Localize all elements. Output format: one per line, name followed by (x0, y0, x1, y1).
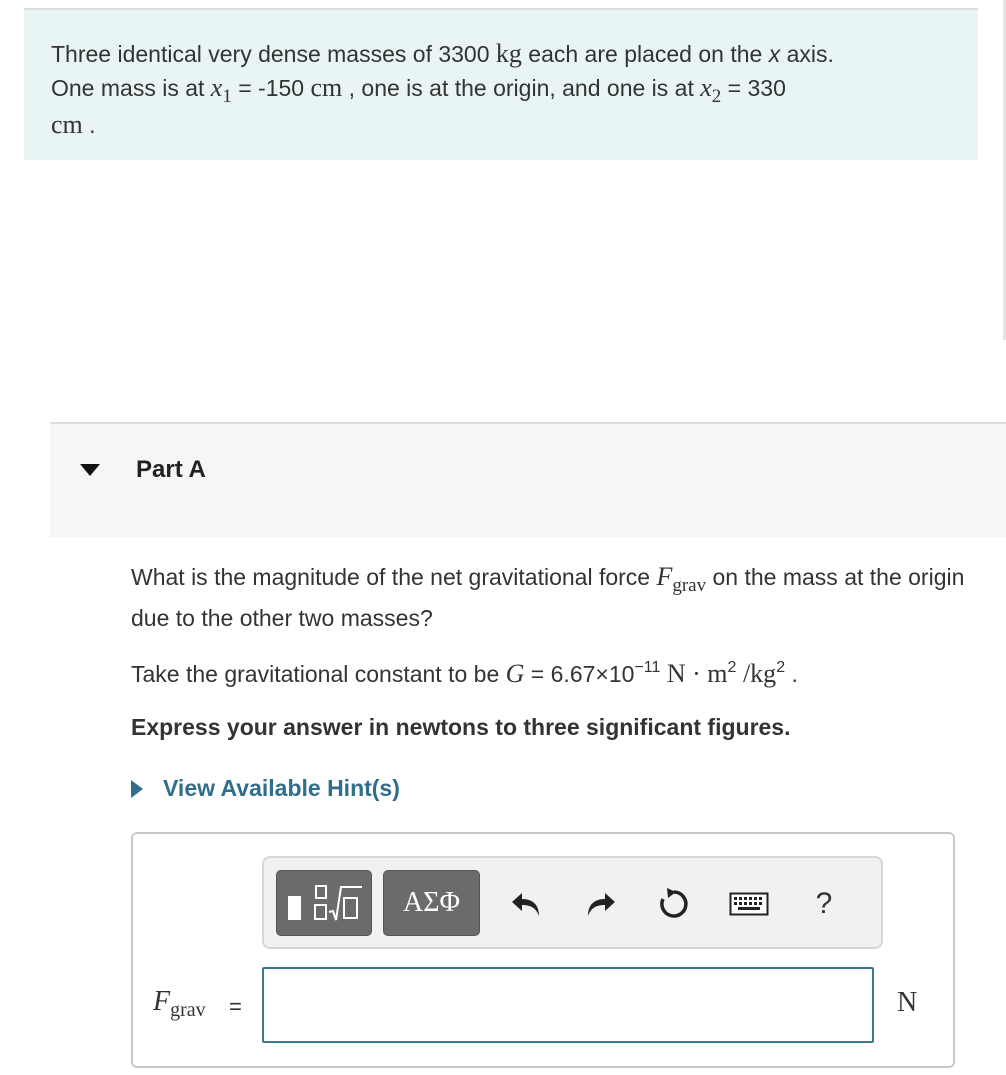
expand-triangle-icon[interactable] (131, 780, 143, 798)
redo-icon (584, 889, 618, 919)
question-text-part: What is the magnitude of the net gravitational force (131, 564, 657, 590)
problem-statement (24, 10, 978, 160)
collapse-triangle-icon[interactable] (80, 464, 100, 476)
unit-kg: /kg (736, 659, 777, 688)
keyboard-icon (729, 891, 769, 917)
unit-kg: kg (495, 39, 522, 68)
answer-instruction: Express your answer in newtons to three significant figures. (131, 714, 791, 740)
unit-exponent: 2 (727, 659, 737, 676)
force-subscript: grav (672, 575, 707, 596)
help-button[interactable] (802, 882, 846, 926)
x2-subscript: 2 (711, 86, 722, 107)
x2-variable: x (700, 73, 712, 102)
problem-text-part: . (82, 112, 96, 138)
unit-cm: cm (310, 73, 343, 102)
g-value: = 6.67×10 (524, 661, 635, 687)
axis-variable: x (768, 41, 781, 67)
g-variable: G (505, 659, 525, 688)
reset-icon (657, 887, 691, 921)
undo-button[interactable] (504, 882, 548, 926)
reset-button[interactable] (652, 882, 696, 926)
redo-button[interactable] (579, 882, 623, 926)
view-hints-link[interactable]: View Available Hint(s) (163, 775, 400, 801)
help-label: ? (815, 887, 833, 920)
problem-text (51, 37, 951, 142)
part-title: Part A (136, 456, 206, 483)
equals-sign: = (229, 994, 242, 1019)
question-text-part: on the mass at the origin due to the other two masses? (131, 564, 965, 631)
constant-text-part: Take the gravitational constant to be (131, 661, 506, 687)
templates-icon (282, 878, 366, 928)
problem-text-part: axis. (780, 41, 834, 67)
answer-input[interactable] (262, 967, 874, 1043)
problem-text-part: Three identical very dense masses of 3300 (51, 41, 496, 67)
part-a-header[interactable] (50, 422, 1006, 537)
constant-text-part: . (785, 661, 798, 687)
undo-icon (509, 889, 543, 919)
math-toolbar (262, 856, 883, 949)
force-variable: F (153, 986, 171, 1017)
answer-area (131, 832, 955, 1068)
x1-subscript: 1 (222, 86, 232, 107)
unit-n-m: N · m (660, 659, 728, 688)
greek-symbols-button[interactable] (383, 870, 480, 936)
x1-value: = -150 (231, 75, 311, 101)
g-exponent: −11 (634, 659, 661, 676)
unit-cm: cm (51, 110, 83, 139)
problem-text-part: , one is at the origin, and one is at (342, 75, 701, 101)
answer-label (153, 986, 206, 1021)
unit-exponent: 2 (776, 659, 786, 676)
answer-unit: N (897, 987, 918, 1018)
templates-button[interactable] (276, 870, 372, 936)
question-text (131, 558, 991, 637)
problem-text-part: One mass is at (51, 75, 211, 101)
gravitational-constant-text (131, 655, 798, 697)
x2-value: = 330 (721, 75, 786, 101)
greek-symbols-label: ΑΣΦ (403, 887, 460, 918)
force-subscript: grav (170, 999, 206, 1021)
view-hints-toggle[interactable] (131, 775, 400, 802)
problem-text-part: each are placed on the (521, 41, 769, 67)
force-variable: F (656, 562, 673, 591)
x1-variable: x (210, 73, 223, 102)
keyboard-button[interactable] (727, 882, 771, 926)
